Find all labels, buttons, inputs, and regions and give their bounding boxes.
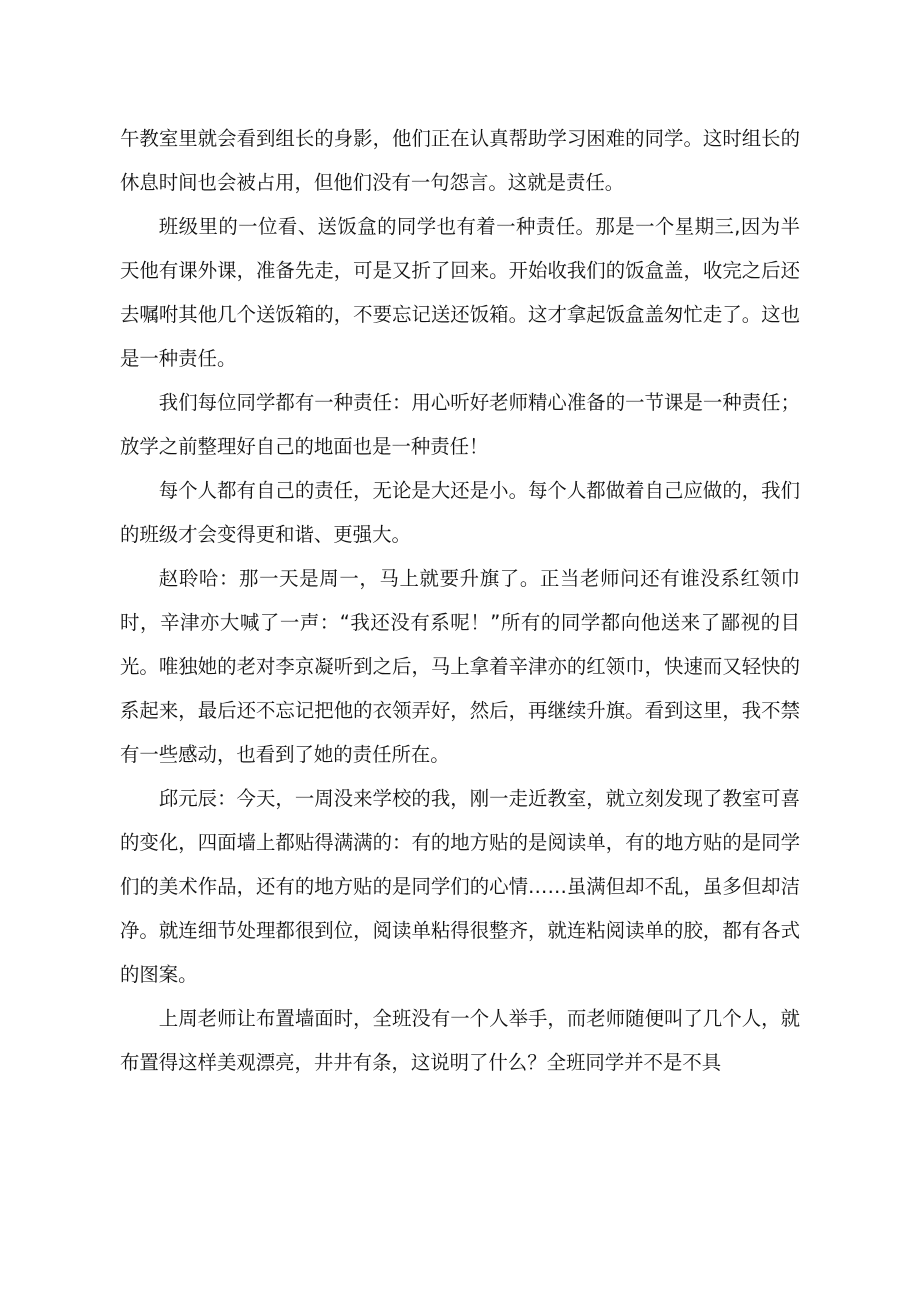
paragraph-2: 班级里的一位看、送饭盒的同学也有着一种责任。那是一个星期三,因为半天他有课外课，准备先走，可是又折了回来。开始收我们的饭盒盖，收完之后还去嘱咐其他几个送饭箱的，不要忘记送还饭箱。这才拿起饭盒盖匆忙走了。这也是一种责任。	[120, 215, 800, 370]
paragraph-7: 上周老师让布置墙面时，全班没有一个人举手，而老师随便叫了几个人，就布置得这样美观漂亮，井井有条，这说明了什么？全班同学并不是不具	[120, 1007, 800, 1074]
paragraph-6: 邱元辰：今天，一周没来学校的我，刚一走近教室，就立刻发现了教室可喜的变化，四面墙上都贴得满满的：有的地方贴的是阅读单，有的地方贴的是同学们的美术作品，还有的地方贴的是同学们的心情……虽满但却不乱，虽多但却洁净。就连细节处理都很到位，阅读单粘得很整齐，就连粘阅读单的胶，都有各式的图案。	[120, 787, 800, 986]
paragraph-1: 午教室里就会看到组长的身影，他们正在认真帮助学习困难的同学。这时组长的休息时间也会被占用，但他们没有一句怨言。这就是责任。	[120, 127, 800, 194]
document-body	[120, 117, 800, 1085]
paragraph-4: 每个人都有自己的责任，无论是大还是小。每个人都做着自己应做的，我们的班级才会变得更和谐、更强大。	[120, 479, 800, 546]
paragraph-5: 赵聆哈：那一天是周一，马上就要升旗了。正当老师问还有谁没系红领巾时，辛津亦大喊了一声：“我还没有系呢！”所有的同学都向他送来了鄙视的目光。唯独她的老对李京凝听到之后，马上拿着辛津亦的红领巾，快速而又轻快的系起来，最后还不忘记把他的衣领弄好，然后，再继续升旗。看到这里，我不禁有一些感动，也看到了她的责任所在。	[120, 567, 800, 766]
paragraph-3: 我们每位同学都有一种责任：用心听好老师精心准备的一节课是一种责任；放学之前整理好自己的地面也是一种责任！	[120, 391, 800, 458]
